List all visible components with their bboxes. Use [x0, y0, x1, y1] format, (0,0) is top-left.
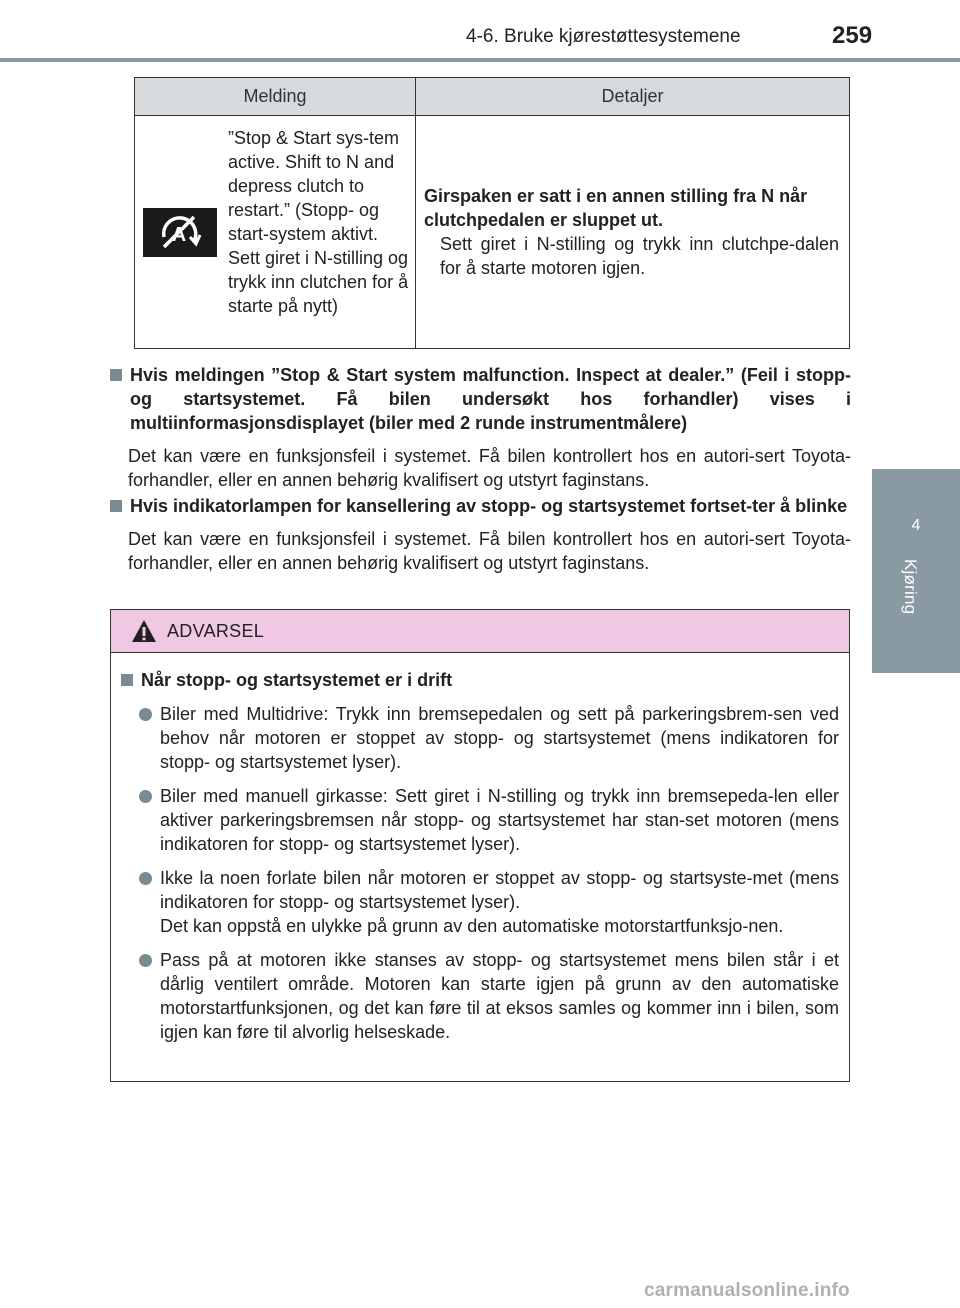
bullet-dot-icon	[139, 708, 152, 721]
section-body: Det kan være en funksjonsfeil i systemet. Få bilen kontrollert hos en autori-sert Toyota-forhandler, eller en annen behørig kvalifisert og utstyrt faginstans.	[128, 529, 851, 573]
icon-cell	[135, 116, 224, 348]
table-row	[135, 116, 849, 348]
bullet-dot-icon	[139, 954, 152, 967]
section-heading: Hvis meldingen ”Stop & Start system malfunction. Inspect at dealer.” (Feil i stopp- og startsystemet. Få bilen undersøkt hos forhandler) vises i multiinformasjonsdisplayet (biler med 2 runde instrumentmålere)	[130, 365, 851, 433]
section-marker-icon	[110, 500, 122, 512]
warning-title: ADVARSEL	[167, 620, 265, 641]
list-item: Biler med Multidrive: Trykk inn bremsepedalen og sett på parkeringsbrem-sen ved behov når motoren er stoppet av stopp- og startsystemet (mens indikatoren for stopp- og startsystemet lyser).	[121, 702, 839, 774]
column-header-details: Detaljer	[601, 86, 664, 106]
warning-subheading: Når stopp- og startsystemet er i drift	[141, 670, 453, 690]
warning-box	[110, 609, 850, 1082]
warning-triangle-icon	[131, 619, 157, 643]
section-body: Det kan være en funksjonsfeil i systemet. Få bilen kontrollert hos en autori-sert Toyota-forhandler, eller en annen behørig kvalifisert og utstyrt faginstans.	[128, 446, 851, 490]
details-action: Sett giret i N-stilling og trykk inn clutchpe-dalen for å starte motoren igjen.	[440, 234, 839, 278]
chapter-number: 4	[911, 517, 921, 534]
list-item: Pass på at motoren ikke stanses av stopp- og startsystemet mens bilen står i et dårlig ventilert område. Motoren kan starte igjen på grunn av den automatiske motorstartfunksjonen, og det kan føre til at eksos samles og kommer inn i bilen, som igjen kan føre til alvorlig helseskade.	[121, 948, 839, 1044]
list-item: Biler med manuell girkasse: Sett giret i N-stilling og trykk inn bremsepeda-len eller aktiver parkeringsbremsen når stopp- og startsystemet har stan-set motoren (mens indikatoren for stopp- og startsystemet lyser).	[121, 784, 839, 856]
chapter-label: Kjøring	[901, 559, 920, 615]
chapter-side-tab[interactable]	[872, 469, 960, 673]
details-condition: Girspaken er satt i en annen stilling fra N når clutchpedalen er sluppet ut.	[424, 186, 808, 230]
info-section-indicator-blinking	[110, 494, 851, 575]
section-title: 4-6. Bruke kjørestøttesystemene	[466, 26, 741, 47]
section-marker-icon	[110, 369, 122, 381]
page-number: 259	[832, 22, 873, 49]
bullet-dot-icon	[139, 872, 152, 885]
warning-body	[111, 653, 849, 1044]
svg-text:A: A	[171, 224, 186, 246]
header-divider	[0, 58, 960, 62]
stop-start-a-crossed-icon	[143, 208, 217, 257]
warning-header	[111, 610, 849, 653]
details-cell	[416, 116, 849, 348]
message-text: ”Stop & Start sys-tem active. Shift to N and depress clutch to restart.” (Stopp- og start-system aktivt. Sett giret i N-stilling og trykk inn clutchen for å starte på nytt)	[224, 116, 416, 348]
section-marker-icon	[121, 674, 133, 686]
info-section-malfunction-message	[110, 363, 851, 492]
list-item: Ikke la noen forlate bilen når motoren er stoppet av stopp- og startsyste-met (mens indikatoren for stopp- og startsystemet lyser). Det kan oppstå en ulykke på grunn av den automatiske motorstartfunksjo-nen.	[121, 866, 839, 938]
table-header	[135, 78, 849, 116]
watermark[interactable]: carmanualsonline.info	[644, 1280, 850, 1301]
column-header-message: Melding	[135, 78, 416, 115]
message-table	[134, 77, 850, 349]
bullet-dot-icon	[139, 790, 152, 803]
section-heading: Hvis indikatorlampen for kansellering av stopp- og startsystemet fortset-ter å blinke	[130, 496, 848, 516]
